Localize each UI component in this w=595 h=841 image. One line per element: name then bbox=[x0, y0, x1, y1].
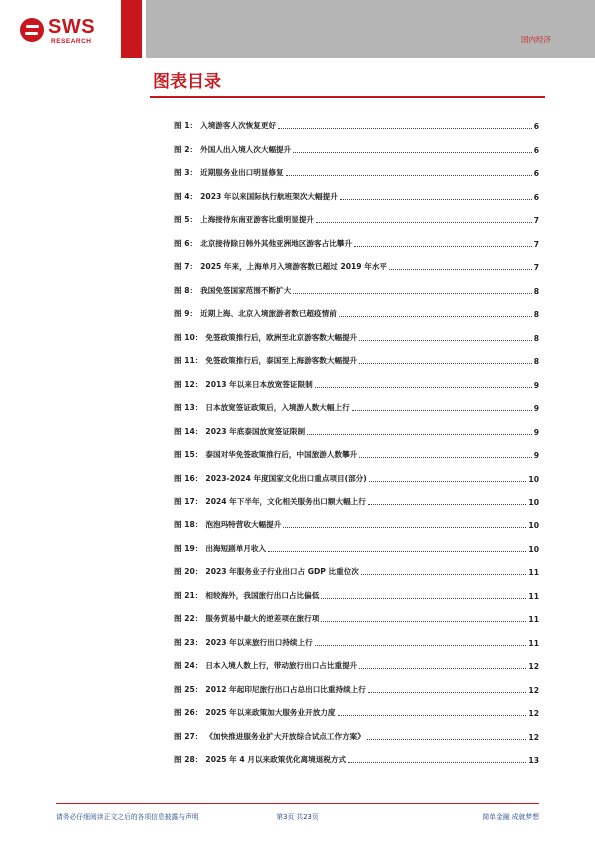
toc-entry-title: 近期服务业出口明显修复 bbox=[200, 168, 284, 178]
toc-entry[interactable] bbox=[174, 624, 539, 647]
toc-entry[interactable] bbox=[174, 366, 539, 389]
toc-entry-title: 免签政策推行后，泰国至上海游客数大幅提升 bbox=[205, 356, 358, 366]
toc-entry[interactable] bbox=[174, 155, 539, 178]
section-label: 国内经济 bbox=[521, 35, 551, 44]
toc-entry[interactable] bbox=[174, 343, 539, 366]
toc-leader-dots bbox=[368, 504, 527, 505]
toc-entry[interactable] bbox=[174, 225, 539, 248]
toc-entry-label: 图 2： bbox=[174, 144, 198, 154]
toc-entry-page: 11 bbox=[528, 615, 539, 625]
toc-leader-dots bbox=[359, 363, 531, 364]
toc-entry-title: 免签政策推行后，欧洲至北京游客数大幅提升 bbox=[205, 332, 358, 342]
toc-leader-dots bbox=[315, 387, 532, 388]
toc-entry-title: 2023 年底泰国放宽签证限制 bbox=[205, 426, 306, 436]
toc-entry-label: 图 15： bbox=[174, 450, 203, 460]
toc-entry-label: 图 11： bbox=[174, 356, 203, 366]
toc-entry[interactable] bbox=[174, 249, 539, 272]
toc-entry-title: 我国免签国家范围不断扩大 bbox=[200, 285, 292, 295]
toc-entry-label: 图 20： bbox=[174, 567, 203, 577]
toc-entry-title: 2025 年以来政策加大服务业开放力度 bbox=[205, 708, 336, 718]
toc-entry-page: 13 bbox=[528, 756, 539, 766]
toc-leader-dots bbox=[283, 527, 526, 528]
toc-entry-label: 图 12： bbox=[174, 379, 203, 389]
toc-entry-title: 2023-2024 年度国家文化出口重点项目(部分) bbox=[205, 473, 367, 483]
toc-entry-page: 12 bbox=[528, 685, 539, 695]
toc-entry-label: 图 14： bbox=[174, 426, 203, 436]
toc-entry-title: 2013 年以来日本放宽签证限制 bbox=[205, 379, 313, 389]
toc-entry-title: 日本放宽签证政策后，入境游人数大幅上行 bbox=[205, 403, 350, 413]
toc-entry-page: 9 bbox=[533, 404, 539, 414]
toc-entry-label: 图 28： bbox=[174, 755, 203, 765]
toc-entry-title: 2025 年来，上海单月入境游客数已超过 2019 年水平 bbox=[200, 262, 388, 272]
toc-entry-label: 图 17： bbox=[174, 496, 203, 506]
toc-leader-dots bbox=[352, 410, 532, 411]
toc-entry[interactable] bbox=[174, 577, 539, 600]
toc-leader-dots bbox=[359, 340, 531, 341]
toc-entry-page: 8 bbox=[533, 333, 539, 343]
sws-logo-icon bbox=[20, 18, 44, 42]
toc-entry[interactable] bbox=[174, 718, 539, 741]
toc-leader-dots bbox=[316, 222, 532, 223]
footer-divider bbox=[56, 803, 539, 804]
toc-entry-title: 泡泡玛特营收大幅提升 bbox=[205, 520, 282, 530]
toc-entry-page: 8 bbox=[533, 286, 539, 296]
toc-entry[interactable] bbox=[174, 484, 539, 507]
toc-entry-page: 10 bbox=[528, 497, 539, 507]
toc-entry-page: 6 bbox=[533, 192, 539, 202]
toc-entry[interactable] bbox=[174, 530, 539, 553]
toc-entry[interactable] bbox=[174, 202, 539, 225]
toc-entry-page: 12 bbox=[528, 732, 539, 742]
toc-entry-label: 图 10： bbox=[174, 332, 203, 342]
toc-entry[interactable] bbox=[174, 319, 539, 342]
toc-entry-label: 图 24： bbox=[174, 661, 203, 671]
toc-leader-dots bbox=[268, 551, 526, 552]
toc-leader-dots bbox=[389, 269, 532, 270]
toc-entry-label: 图 26： bbox=[174, 708, 203, 718]
toc-leader-dots bbox=[368, 692, 527, 693]
toc-entry-label: 图 13： bbox=[174, 403, 203, 413]
toc-entry-title: 上海接待东南亚游客比重明显提升 bbox=[200, 215, 315, 225]
toc-entry-label: 图 8： bbox=[174, 285, 198, 295]
toc-entry-page: 7 bbox=[533, 239, 539, 249]
toc-entry[interactable] bbox=[174, 272, 539, 295]
toc-entry[interactable] bbox=[174, 648, 539, 671]
toc-entry-label: 图 22： bbox=[174, 614, 203, 624]
toc-entry-page: 10 bbox=[528, 544, 539, 554]
title-divider bbox=[150, 96, 545, 98]
toc-entry-label: 图 6： bbox=[174, 238, 198, 248]
toc-entry-page: 10 bbox=[528, 474, 539, 484]
toc-entry[interactable] bbox=[174, 437, 539, 460]
toc-entry-title: 《加快推进服务业扩大开放综合试点工作方案》 bbox=[205, 731, 365, 741]
toc-entry-label: 图 19： bbox=[174, 543, 203, 553]
toc-entry[interactable] bbox=[174, 413, 539, 436]
toc-entry-title: 2023 年以来国际执行航班架次大幅提升 bbox=[200, 191, 338, 201]
toc-entry[interactable] bbox=[174, 742, 539, 765]
toc-entry-title: 2012 年起印尼旅行出口占总出口比重持续上行 bbox=[205, 684, 366, 694]
toc-entry-page: 12 bbox=[528, 709, 539, 719]
toc-entry-page: 10 bbox=[528, 521, 539, 531]
toc-leader-dots bbox=[307, 434, 532, 435]
toc-leader-dots bbox=[348, 762, 526, 763]
toc-leader-dots bbox=[293, 293, 531, 294]
toc-entry-label: 图 21： bbox=[174, 590, 203, 600]
toc-entry-page: 11 bbox=[528, 568, 539, 578]
toc-entry[interactable] bbox=[174, 131, 539, 154]
footer-slogan: 简单金融 成就梦想 bbox=[482, 813, 539, 821]
toc-entry-title: 外国人出入境人次大幅提升 bbox=[200, 144, 292, 154]
toc-entry-title: 相较海外，我国旅行出口占比偏低 bbox=[205, 590, 320, 600]
toc-entry-page: 6 bbox=[533, 145, 539, 155]
toc-leader-dots bbox=[359, 457, 531, 458]
toc-leader-dots bbox=[369, 481, 527, 482]
toc-entry-label: 图 25： bbox=[174, 684, 203, 694]
toc-entry[interactable] bbox=[174, 601, 539, 624]
toc-entry-page: 9 bbox=[533, 380, 539, 390]
toc-leader-dots bbox=[278, 128, 532, 129]
toc-leader-dots bbox=[321, 598, 526, 599]
toc-entry-page: 9 bbox=[533, 451, 539, 461]
toc-entry-label: 图 18： bbox=[174, 520, 203, 530]
toc-leader-dots bbox=[286, 175, 532, 176]
toc-entry-page: 8 bbox=[533, 357, 539, 367]
toc-leader-dots bbox=[315, 645, 527, 646]
toc-entry-page: 11 bbox=[528, 591, 539, 601]
toc-entry-title: 2023 年以来旅行出口持续上行 bbox=[205, 637, 313, 647]
toc-entry[interactable] bbox=[174, 178, 539, 201]
toc-leader-dots bbox=[321, 621, 526, 622]
toc-entry[interactable] bbox=[174, 296, 539, 319]
toc-entry-label: 图 1： bbox=[174, 121, 198, 131]
toc-entry-label: 图 9： bbox=[174, 309, 198, 319]
toc-entry-title: 2025 年 4 月以来政策优化离境退税方式 bbox=[205, 755, 347, 765]
logo-subtext: RESEARCH bbox=[51, 38, 92, 45]
header-logo-area bbox=[0, 0, 120, 58]
toc-entry-title: 近期上海、北京入境旅游者数已超疫情前 bbox=[200, 309, 337, 319]
logo-text: SWS bbox=[48, 16, 96, 38]
footer-disclaimer: 请务必仔细阅读正文之后的各项信息披露与声明 bbox=[56, 813, 199, 821]
toc-entry[interactable] bbox=[174, 108, 539, 131]
toc-entry-page: 7 bbox=[533, 263, 539, 273]
toc-leader-dots bbox=[361, 574, 527, 575]
toc-entry-label: 图 5： bbox=[174, 215, 198, 225]
toc-entry-title: 2023 年服务业子行业出口占 GDP 比重位次 bbox=[205, 567, 359, 577]
toc-entry-title: 服务贸易中最大的逆差项在旅行项 bbox=[205, 614, 320, 624]
toc-entry-label: 图 23： bbox=[174, 637, 203, 647]
toc-title: 图表目录 bbox=[153, 72, 221, 92]
toc-entry-page: 7 bbox=[533, 216, 539, 226]
toc-entry-title: 泰国对华免签政策推行后，中国旅游人数攀升 bbox=[205, 450, 358, 460]
toc-entry-page: 11 bbox=[528, 638, 539, 648]
toc-entry[interactable] bbox=[174, 390, 539, 413]
toc-entry[interactable] bbox=[174, 695, 539, 718]
toc-entry-page: 6 bbox=[533, 169, 539, 179]
toc-leader-dots bbox=[359, 668, 526, 669]
toc-entry-label: 图 27： bbox=[174, 731, 203, 741]
footer-page-info: 第3页 共23页 bbox=[276, 813, 319, 821]
toc-leader-dots bbox=[338, 715, 527, 716]
toc-entry-label: 图 7： bbox=[174, 262, 198, 272]
toc-leader-dots bbox=[340, 199, 532, 200]
header-gray-band bbox=[146, 0, 595, 58]
toc-entry-page: 9 bbox=[533, 427, 539, 437]
toc-entry-title: 日本入境人数上行，带动旅行出口占比重提升 bbox=[205, 661, 358, 671]
toc-entry-label: 图 3： bbox=[174, 168, 198, 178]
toc-leader-dots bbox=[339, 316, 532, 317]
toc-entry[interactable] bbox=[174, 507, 539, 530]
toc-entry[interactable] bbox=[174, 460, 539, 483]
toc-entry-title: 2024 年下半年，文化相关服务出口额大幅上行 bbox=[205, 496, 366, 506]
toc-leader-dots bbox=[367, 739, 527, 740]
toc-list bbox=[174, 108, 539, 765]
toc-entry[interactable] bbox=[174, 671, 539, 694]
toc-entry-page: 6 bbox=[533, 122, 539, 132]
toc-leader-dots bbox=[293, 152, 531, 153]
toc-entry-page: 12 bbox=[528, 662, 539, 672]
toc-leader-dots bbox=[354, 246, 532, 247]
toc-entry-page: 8 bbox=[533, 310, 539, 320]
header-red-strip bbox=[121, 0, 142, 58]
toc-entry-label: 图 16： bbox=[174, 473, 203, 483]
toc-entry-title: 入境游客人次恢复更好 bbox=[200, 121, 277, 131]
toc-entry-title: 出海短剧单月收入 bbox=[205, 543, 267, 553]
toc-entry[interactable] bbox=[174, 554, 539, 577]
toc-entry-title: 北京接待除日韩外其他亚洲地区游客占比攀升 bbox=[200, 238, 352, 248]
toc-entry-label: 图 4： bbox=[174, 191, 198, 201]
